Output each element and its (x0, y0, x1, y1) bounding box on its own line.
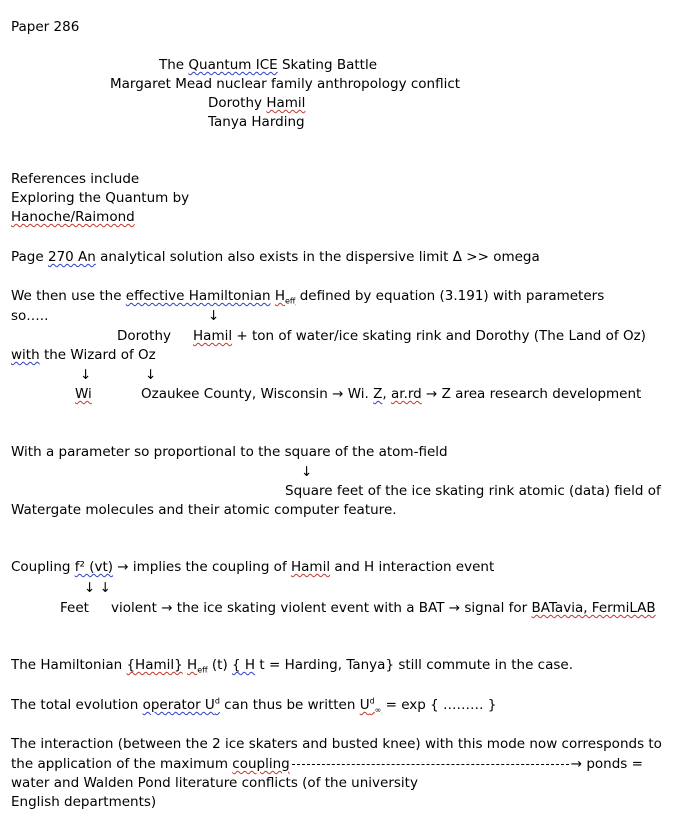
hl-post: t = Harding, Tanya} still commute in the case. (255, 657, 573, 673)
coupling-post: and H interaction event (330, 559, 495, 575)
ham-with: with (11, 347, 40, 363)
coupling-mid: → implies the coupling of (113, 559, 291, 575)
ev-ud (360, 697, 382, 713)
ev-u-inf: ∞ (374, 705, 382, 715)
coupling-arrows: ↓ ↓ (84, 580, 111, 596)
coupling-pre: Coupling (11, 559, 75, 575)
ham-eff: effective Hamiltonian (125, 288, 271, 304)
title-line (159, 56, 377, 74)
ham-pre: We then use the (11, 288, 126, 304)
ham-arrow-2: ↓ (80, 367, 92, 383)
title-subtitle: Margaret Mead nuclear family anthropology conflict (110, 76, 461, 92)
hl-h: H (187, 657, 198, 673)
coupling-batavia: BATavia, FermiLAB (531, 600, 656, 616)
ham-comma: , (382, 386, 391, 402)
interaction-line-2 (11, 755, 643, 773)
ev-mid: can thus be written (219, 697, 360, 713)
hl-hamil: {Hamil} (126, 657, 183, 673)
ev-op-d: d (214, 696, 220, 706)
param-line-2: Square feet of the ice skating rink atomic (data) field of (285, 483, 661, 499)
ham-arrow-3: ↓ (145, 367, 157, 383)
interaction-line-3: water and Walden Pond literature conflicts (of the university (11, 775, 418, 791)
ham-wizard-line (11, 346, 156, 364)
title-dorothy (208, 94, 305, 112)
ham-so: so….. (11, 308, 49, 324)
int-ponds: ponds = (582, 756, 643, 772)
param-line-1: With a parameter so proportional to the square of the atom-field (11, 444, 448, 460)
paper-number: Paper 286 (11, 19, 80, 35)
ham-heff (275, 288, 296, 304)
dashed-arrow-line (292, 764, 569, 765)
refs-line-2: Exploring the Quantum by (11, 190, 190, 206)
int-coupling: coupling (232, 756, 290, 772)
param-line-3: Watergate molecules and their atomic computer feature. (11, 502, 397, 518)
page270-line (11, 248, 540, 266)
interaction-line-1: The interaction (between the 2 ice skaters and busted knee) with this mode now corresponds to (11, 736, 662, 752)
ev-u: U (359, 697, 370, 713)
coupling-feet: Feet (60, 600, 89, 616)
coupling-violent: violent → the ice skating violent event with a BAT → signal for (111, 600, 532, 616)
ham-arrow-1: ↓ (208, 308, 220, 324)
ham-ozaukee: Ozaukee County, Wisconsin → Wi. (141, 386, 374, 402)
evolution-line (11, 696, 496, 714)
int-arrow: → (570, 756, 583, 772)
ev-post: = exp { ……… } (381, 697, 497, 713)
ham-post: defined by equation (3.191) with parameters (295, 288, 605, 304)
coupling-hamil: Hamil (291, 559, 331, 575)
ham-wi: Wi (75, 386, 92, 402)
ham-h: H (274, 288, 285, 304)
ham-zarea: → Z area research development (421, 386, 642, 402)
ev-op-text: operator U (142, 697, 215, 713)
page270-pre: Page (11, 249, 48, 265)
refs-line-1: References include (11, 171, 140, 187)
hl-pre: The Hamiltonian (11, 657, 127, 673)
int-pre: the application of the maximum (11, 756, 233, 772)
ev-op (143, 697, 220, 713)
coupling-violent-line (111, 599, 656, 617)
title-quantum-ice: Quantum ICE (188, 57, 278, 73)
ham-dorothy-line (117, 327, 646, 345)
hamil-line (11, 656, 573, 674)
hl-h-sub: eff (197, 665, 208, 675)
coupling-f2: f² (vt) (74, 559, 114, 575)
param-arrow: ↓ (301, 464, 313, 480)
page270-an: 270 An (47, 249, 96, 265)
title-post: Skating Battle (277, 57, 378, 73)
hamiltonian-line (11, 287, 604, 305)
ham-wizard: the Wizard of Oz (39, 347, 156, 363)
hl-brace-h: { H (232, 657, 256, 673)
dorothy-first: Dorothy (208, 95, 267, 111)
interaction-line-4: English departments) (11, 794, 157, 810)
title-tanya: Tanya Harding (208, 114, 305, 130)
refs-line-3: Hanoche/Raimond (11, 209, 135, 225)
ham-hamil: Hamil (193, 328, 233, 344)
ham-ozaukee-line (141, 385, 641, 403)
hl-t: (t) (207, 657, 233, 673)
page270-post: analytical solution also exists in the dispersive limit Δ >> omega (95, 249, 540, 265)
ev-u-d: d (369, 696, 375, 706)
dorothy-last: Hamil (266, 95, 306, 111)
coupling-line (11, 558, 494, 576)
ham-h-sub: eff (284, 296, 296, 306)
ev-pre: The total evolution (11, 697, 143, 713)
title-pre: The (159, 57, 189, 73)
ham-dorothy: Dorothy (117, 328, 172, 344)
ham-rink: + ton of water/ice skating rink and Dorothy (The Land of Oz) (232, 328, 646, 344)
hl-heff (187, 657, 208, 673)
ham-arrd: ar.rd (390, 386, 422, 402)
ham-z: Z (373, 386, 383, 402)
